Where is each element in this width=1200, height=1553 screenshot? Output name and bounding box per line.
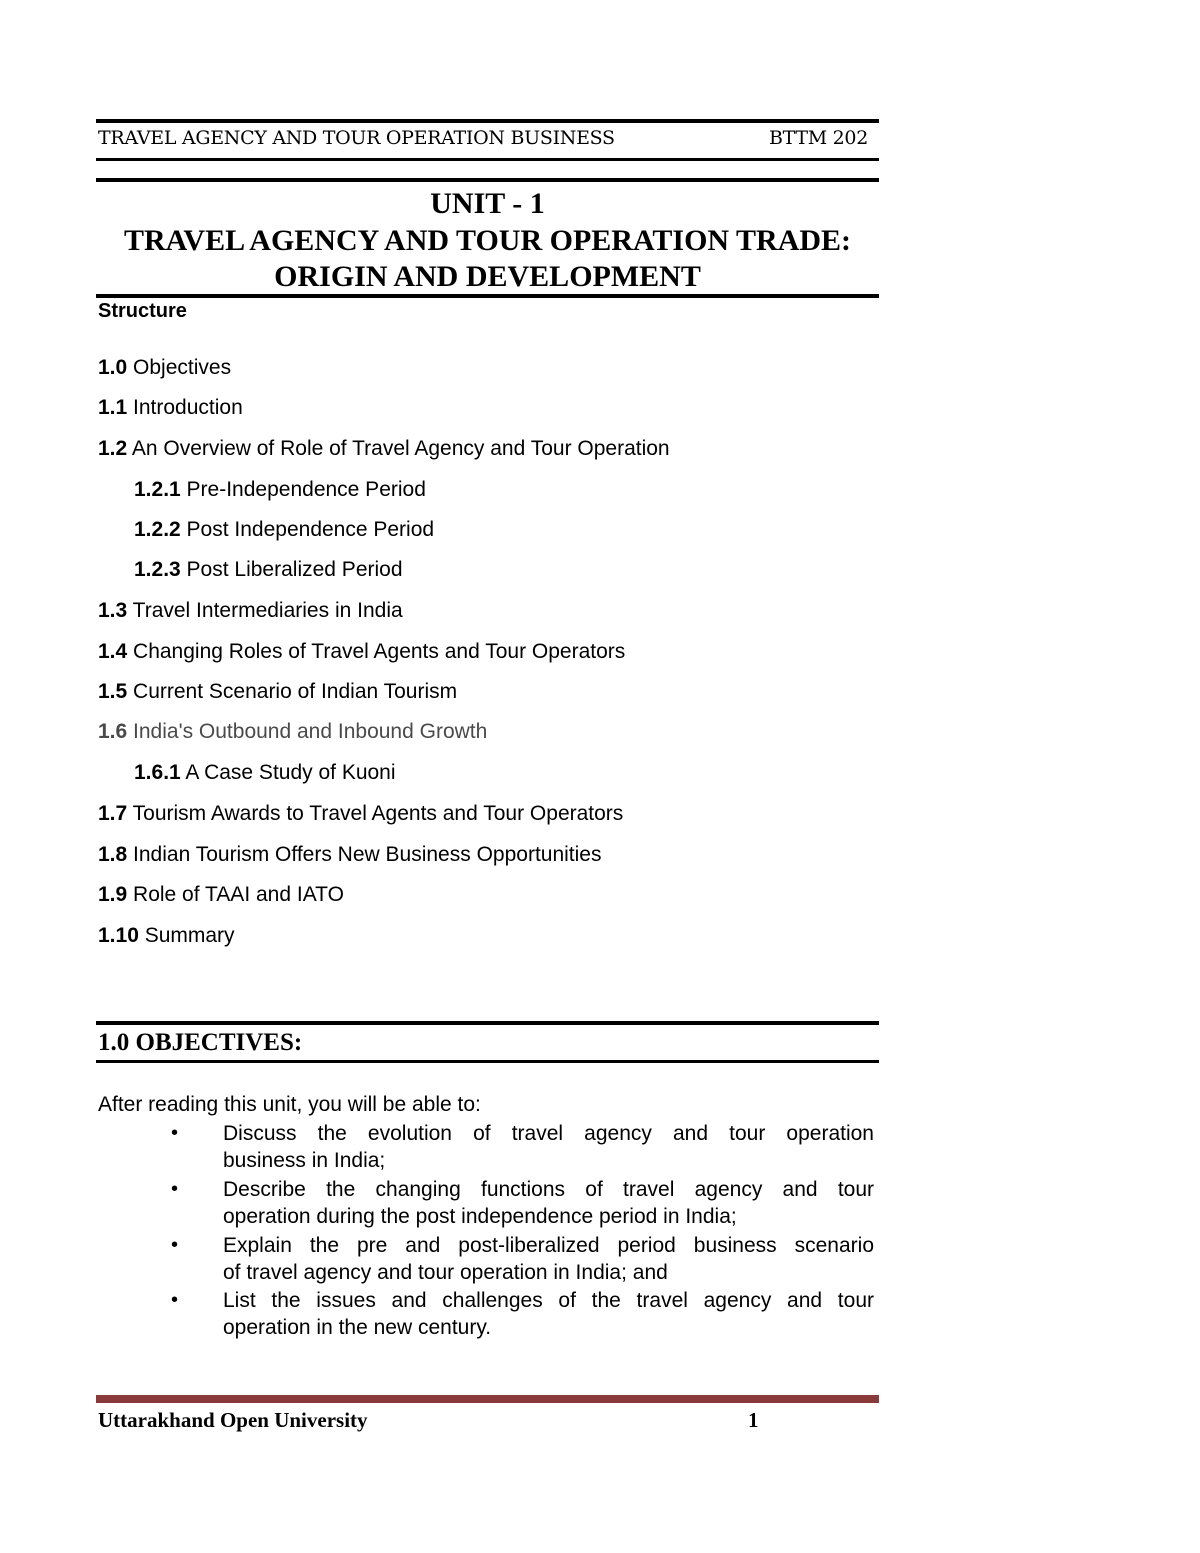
- toc-item: 1.2.3 Post Liberalized Period: [134, 558, 403, 581]
- course-code: BTTM 202: [768, 127, 868, 149]
- toc-item: 1.2.2 Post Independence Period: [134, 518, 435, 541]
- header-top-rule: [96, 119, 879, 123]
- footer-rule: [96, 1395, 879, 1403]
- toc-item: 1.1 Introduction: [98, 396, 243, 419]
- header-bottom-rule: [96, 158, 879, 161]
- toc-item: 1.4 Changing Roles of Travel Agents and Tour Operators: [98, 640, 626, 663]
- toc-item: 1.3 Travel Intermediaries in India: [98, 599, 403, 622]
- bullet-icon: •: [171, 1234, 179, 1256]
- toc-item: 1.10 Summary: [98, 924, 235, 947]
- bullet-icon: •: [171, 1289, 179, 1311]
- objectives-top-rule: [96, 1021, 879, 1025]
- objectives-bottom-rule: [96, 1060, 879, 1063]
- toc-item: 1.2.1 Pre-Independence Period: [134, 478, 426, 501]
- toc-item: 1.2 An Overview of Role of Travel Agency and Tour Operation: [98, 437, 670, 460]
- course-title: TRAVEL AGENCY AND TOUR OPERATION BUSINESS: [98, 127, 615, 149]
- title-bottom-rule: [96, 294, 879, 298]
- footer-institution: Uttarakhand Open University: [98, 1408, 368, 1432]
- page-number: 1: [748, 1408, 759, 1432]
- objectives-intro: After reading this unit, you will be able to:: [98, 1093, 481, 1116]
- bullet-icon: •: [171, 1122, 179, 1144]
- toc-item: 1.7 Tourism Awards to Travel Agents and Tour Operators: [98, 802, 624, 825]
- toc-item: 1.0 Objectives: [98, 356, 232, 379]
- running-header: [98, 127, 868, 155]
- unit-title-line-2: ORIGIN AND DEVELOPMENT: [274, 260, 701, 293]
- objectives-heading: 1.0 OBJECTIVES:: [98, 1029, 303, 1056]
- toc-item: 1.5 Current Scenario of Indian Tourism: [98, 680, 458, 703]
- unit-title-line-1: TRAVEL AGENCY AND TOUR OPERATION TRADE:: [123, 224, 852, 257]
- toc-item: 1.9 Role of TAAI and IATO: [98, 883, 344, 906]
- structure-label: Structure: [98, 300, 187, 322]
- unit-label: UNIT - 1: [430, 187, 545, 220]
- toc-item: 1.6.1 A Case Study of Kuoni: [134, 761, 396, 784]
- toc-item: 1.6 India's Outbound and Inbound Growth: [98, 720, 488, 743]
- bullet-icon: •: [171, 1178, 179, 1200]
- toc-item: 1.8 Indian Tourism Offers New Business Opportunities: [98, 843, 602, 866]
- title-top-rule: [96, 178, 879, 182]
